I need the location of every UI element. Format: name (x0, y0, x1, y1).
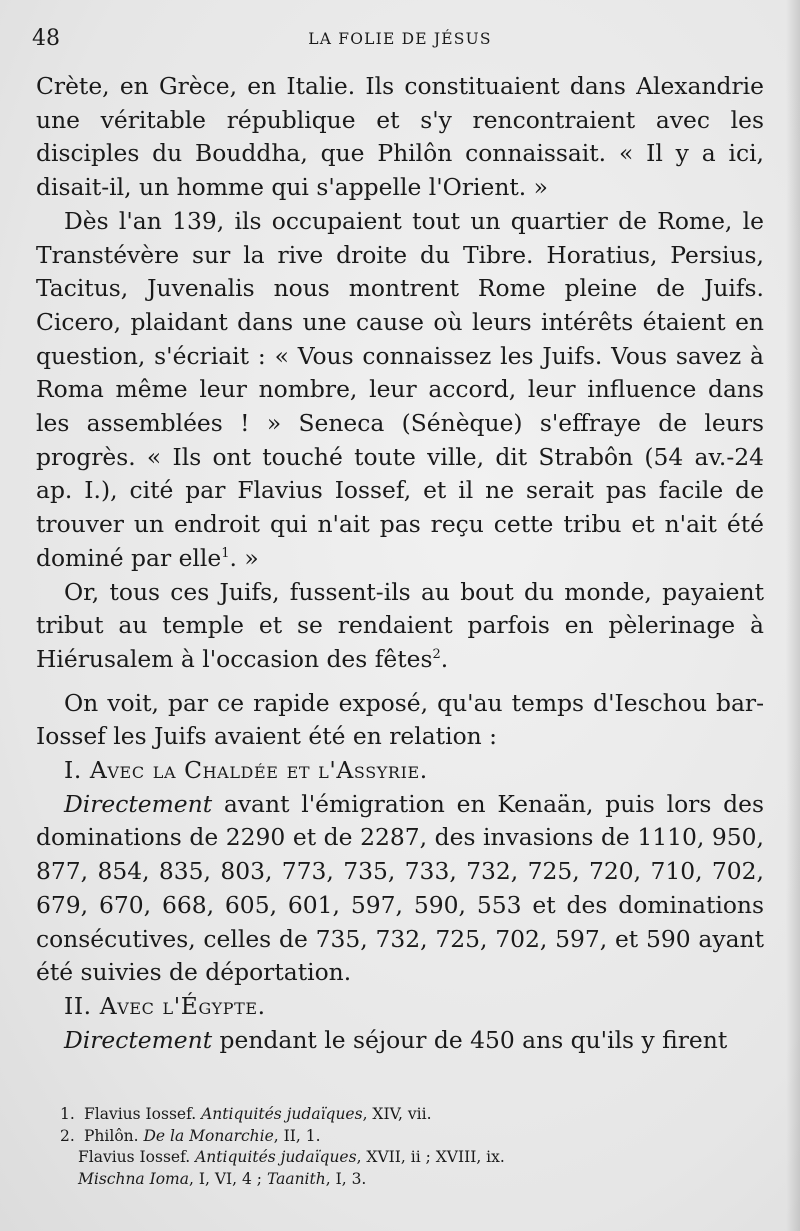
footnote-continuation: Mischna Ioma, I, VI, 4 ; Taanith, I, 3. (78, 1169, 367, 1188)
section-heading: II. Avec l'Égypte. (64, 991, 266, 1020)
footnotes (60, 1104, 740, 1190)
paragraph: Or, tous ces Juifs, fussent-ils au bout du monde, payaient tribut au temple et se rendaient parfois en pèlerinage à Hiérusalem à l'occasion des fêtes$^2$. (36, 577, 764, 673)
running-title: LA FOLIE DE JÉSUS (308, 30, 492, 48)
emphasis: Directement (64, 1025, 213, 1054)
paragraph: On voit, par ce rapide exposé, qu'au temps d'Ieschou bar-Iossef les Juifs avaient été en relation : (36, 688, 764, 751)
footnote-continuation: Flavius Iossef. Antiquités judaïques, XVII, ii ; XVIII, ix. (78, 1148, 505, 1166)
body-text (36, 70, 764, 1057)
page-edge-shadow (786, 0, 800, 1231)
page-number: 48 (32, 26, 60, 51)
emphasis: Directement (64, 789, 213, 818)
page-header (32, 24, 768, 56)
footnote: 1. Flavius Iossef. Antiquités judaïques, XIV, vii. (60, 1105, 432, 1123)
section-heading: I. Avec la Chaldée et l'Assyrie. (64, 756, 428, 785)
footnote-ref: 1 (221, 546, 230, 562)
footnote: 2. Philôn. De la Monarchie, II, 1. (60, 1126, 321, 1145)
footnote-ref: 2 (432, 647, 441, 663)
paragraph: Crète, en Grèce, en Italie. Ils constituaient dans Alexandrie une véritable république et s'y rencontraient avec les disciples du Bouddha, que Philôn connaissait. « Il y a ici, disait-il, un homme qui s'appelle l'Orient. » (36, 72, 764, 202)
paragraph: Directement pendant le séjour de 450 ans qu'ils y firent (64, 1025, 728, 1054)
paragraph: Directement avant l'émigration en Kenaän, puis lors des dominations de 2290 et de 2287, des invasions de 1110, 950, 877, 854, 835, 803, 773, 735, 733, 732, 725, 720, 710, 702, 679, 670, 668, 605, 601, 597, 590, 553 et des dominations consécutives, celles de 735, 732, 725, 702, 597, et 590 ayant été suivies de déportation. (36, 789, 764, 987)
paragraph: Dès l'an 139, ils occupaient tout un quartier de Rome, le Transtévère sur la rive droite du Tibre. Horatius, Persius, Tacitus, Juvenalis nous montrent Rome pleine de Juifs. Cicero, plaidant dans une cause où leurs intérêts étaient en question, s'écriait : « Vous connaissez les Juifs. Vous savez à Roma même leur nombre, leur accord, leur influence dans les assemblées ! » Seneca (Sénèque) s'effraye de leurs progrès. « Ils ont touché toute ville, dit Strabôn (54 av.-24 ap. I.), cité par Flavius Iossef, et il ne serait pas facile de trouver un endroit qui n'ait pas reçu cette tribu et n'ait été dominé par elle$^1$. » (36, 206, 764, 572)
